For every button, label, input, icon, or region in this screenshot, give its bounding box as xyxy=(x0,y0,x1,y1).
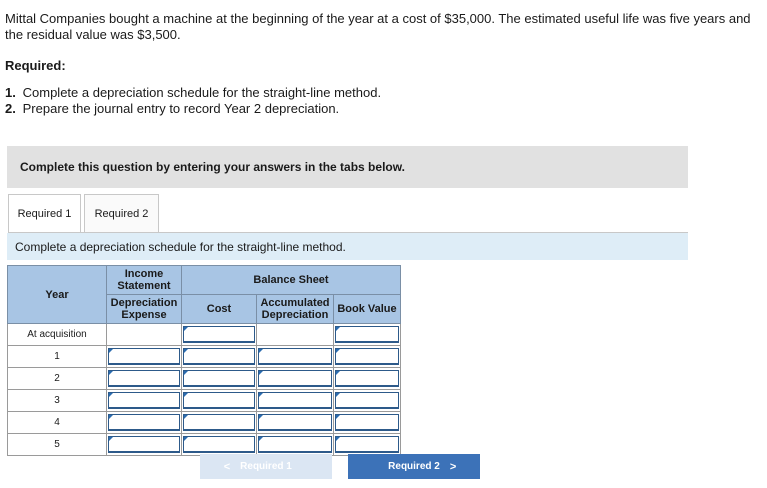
next-button-label: Required 2 xyxy=(388,461,440,472)
required-item-1 xyxy=(5,85,381,101)
table-row xyxy=(8,434,401,456)
accum-dep-input[interactable] xyxy=(258,348,332,365)
chevron-right-icon: > xyxy=(449,460,457,473)
book-value-input[interactable] xyxy=(335,392,399,409)
cost-input[interactable] xyxy=(183,370,255,387)
row-year: 4 xyxy=(8,412,107,434)
prev-button-label: Required 1 xyxy=(240,461,292,472)
table-row xyxy=(8,368,401,390)
required-list xyxy=(5,85,381,117)
dep-expense-input[interactable] xyxy=(108,392,180,409)
book-value-input[interactable] xyxy=(335,326,399,343)
instructions-banner: Complete this question by entering your answers in the tabs below. xyxy=(7,146,688,188)
header-depreciation-expense: Depreciation Expense xyxy=(107,295,182,324)
cost-input[interactable] xyxy=(183,392,255,409)
header-book-value: Book Value xyxy=(334,295,401,324)
tab-instruction: Complete a depreciation schedule for the straight-line method. xyxy=(7,233,688,260)
cost-input[interactable] xyxy=(183,436,255,453)
required-item-text: Complete a depreciation schedule for the straight-line method. xyxy=(22,85,382,100)
cost-cell xyxy=(182,324,257,346)
row-year: At acquisition xyxy=(8,324,107,346)
table-row xyxy=(8,412,401,434)
required-heading: Required: xyxy=(5,58,66,73)
required-item-text: Prepare the journal entry to record Year 2 depreciation. xyxy=(22,101,340,116)
book-value-input[interactable] xyxy=(335,348,399,365)
table-row xyxy=(8,390,401,412)
accum-dep-input[interactable] xyxy=(258,370,332,387)
table-row xyxy=(8,324,401,346)
row-year: 5 xyxy=(8,434,107,456)
header-cost: Cost xyxy=(182,295,257,324)
depreciation-schedule-table xyxy=(7,265,401,456)
book-value-input[interactable] xyxy=(335,436,399,453)
problem-intro: Mittal Companies bought a machine at the beginning of the year at a cost of $35,000. The estimated useful life was five years and the residual value was $3,500. xyxy=(5,11,751,42)
book-value-cell xyxy=(334,324,401,346)
required-item-number: 1. xyxy=(5,85,16,100)
accum-dep-input[interactable] xyxy=(258,392,332,409)
dep-expense-input[interactable] xyxy=(108,436,180,453)
required-item-number: 2. xyxy=(5,101,16,116)
dep-expense-cell xyxy=(107,324,182,346)
row-year: 3 xyxy=(8,390,107,412)
accum-dep-input[interactable] xyxy=(258,436,332,453)
next-required-2-button[interactable] xyxy=(348,454,480,479)
dep-expense-input[interactable] xyxy=(108,348,180,365)
table-row xyxy=(8,346,401,368)
accum-dep-cell xyxy=(257,324,334,346)
dep-expense-input[interactable] xyxy=(108,414,180,431)
cost-input[interactable] xyxy=(183,326,255,343)
header-year: Year xyxy=(8,266,107,324)
required-item-2 xyxy=(5,101,381,117)
cost-input[interactable] xyxy=(183,414,255,431)
row-year: 1 xyxy=(8,346,107,368)
header-accumulated-depreciation: Accumulated Depreciation xyxy=(257,295,334,324)
prev-required-1-button[interactable] xyxy=(200,454,332,479)
dep-expense-input[interactable] xyxy=(108,370,180,387)
book-value-input[interactable] xyxy=(335,414,399,431)
row-year: 2 xyxy=(8,368,107,390)
header-income-statement: Income Statement xyxy=(107,266,182,295)
chevron-left-icon: < xyxy=(223,460,231,473)
accum-dep-input[interactable] xyxy=(258,414,332,431)
book-value-input[interactable] xyxy=(335,370,399,387)
tab-required-1[interactable]: Required 1 xyxy=(8,194,81,232)
header-balance-sheet: Balance Sheet xyxy=(182,266,401,295)
cost-input[interactable] xyxy=(183,348,255,365)
tab-required-2[interactable]: Required 2 xyxy=(84,194,159,232)
